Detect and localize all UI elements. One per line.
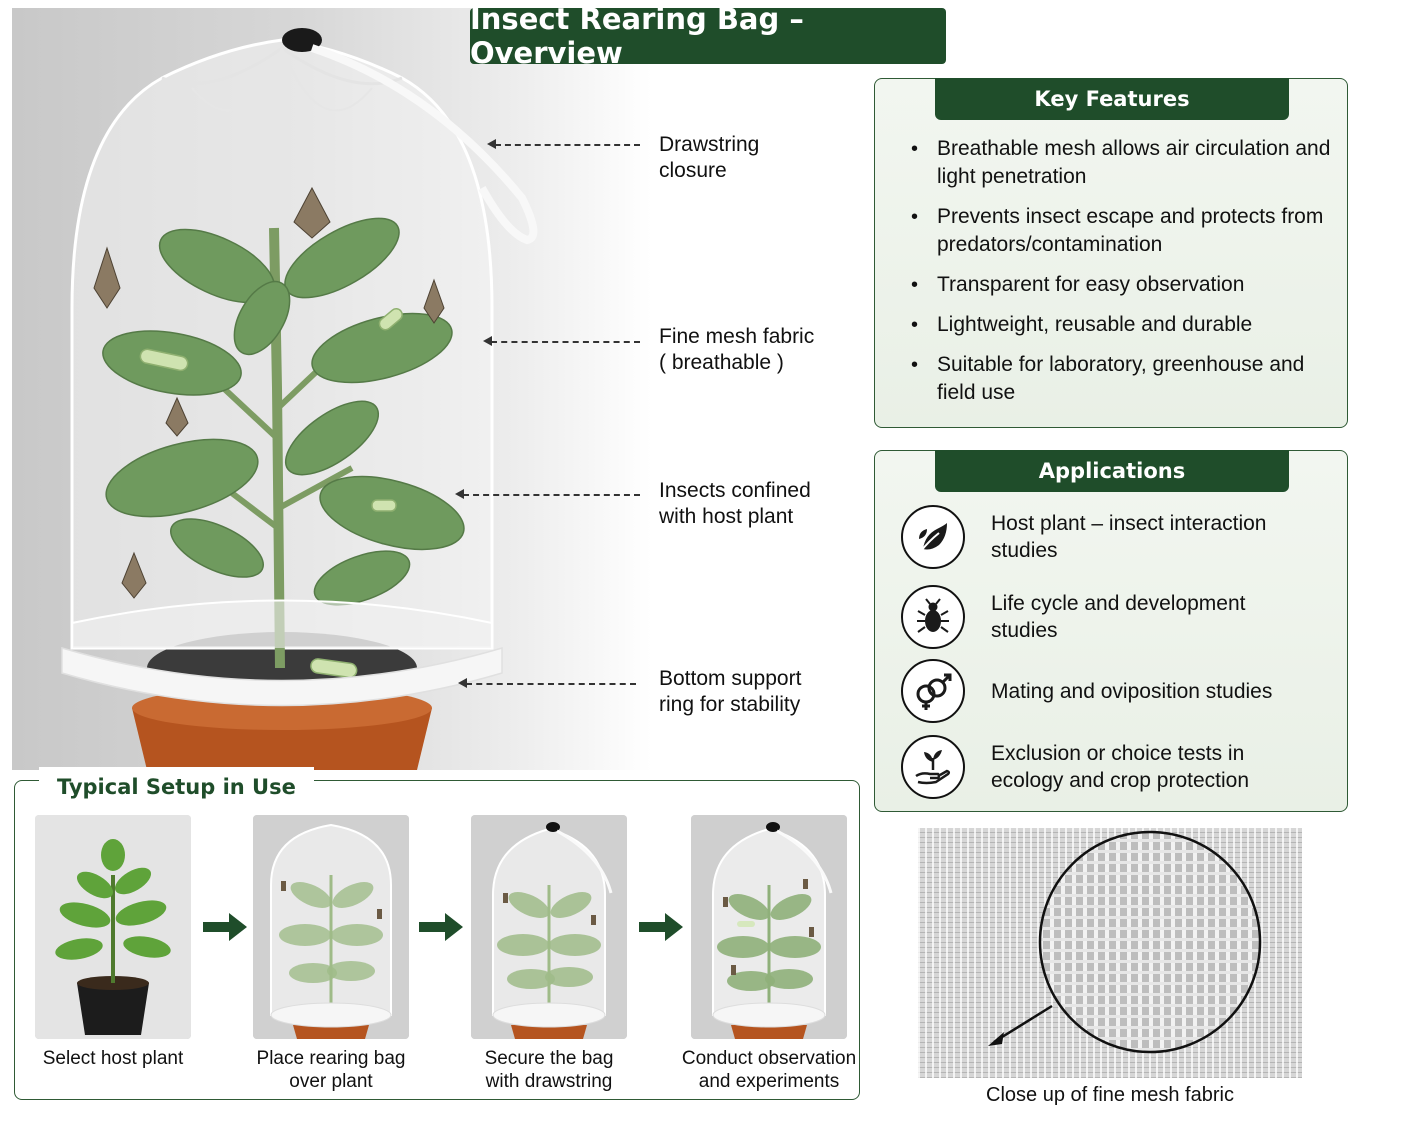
gender-symbols-icon: [901, 659, 965, 723]
application-item: [901, 505, 1311, 569]
application-label: Mating and oviposition studies: [991, 679, 1273, 703]
applications-panel: [874, 450, 1348, 812]
applications-header: Applications: [935, 450, 1289, 492]
step-caption: Secure the bag with drawstring: [484, 1048, 614, 1092]
step-image-place-bag: [253, 815, 409, 1039]
application-label: Exclusion or choice tests in ecology and crop protection: [991, 742, 1249, 792]
mesh-closeup-image: [918, 828, 1302, 1078]
closeup-caption: Close up of fine mesh fabric: [986, 1084, 1234, 1106]
step-image-observation: [691, 815, 847, 1039]
application-item: [901, 735, 1311, 799]
bullet-icon: •: [911, 354, 919, 376]
callout-leader-line: [463, 494, 640, 496]
application-item: [901, 585, 1311, 649]
bullet-icon: •: [911, 138, 919, 160]
bullet-icon: •: [911, 274, 919, 296]
feature-item: • Prevents insect escape and protects from predators/contamination: [911, 205, 1324, 256]
application-label: Host plant – insect interaction studies: [991, 512, 1267, 562]
feature-item: • Lightweight, reusable and durable: [911, 311, 1331, 339]
rearing-bag-illustration: [12, 8, 652, 770]
callout-label: Bottom support ring for stability: [659, 667, 802, 716]
callout-leader-line: [466, 683, 636, 685]
feature-item: • Transparent for easy observation: [911, 271, 1331, 299]
magnifier-circle: [918, 828, 1302, 1078]
step-image-secure-bag: [471, 815, 627, 1039]
step-caption: Select host plant: [42, 1048, 184, 1069]
feature-item: • Breathable mesh allows air circulation and light penetration: [911, 137, 1331, 188]
typical-setup-title: Typical Setup in Use: [39, 767, 314, 807]
step-image-select-plant: [35, 815, 191, 1039]
bullet-icon: •: [911, 206, 919, 228]
callout-label: Fine mesh fabric ( breathable ): [659, 325, 815, 374]
key-features-panel: [874, 78, 1348, 428]
step-caption: Conduct observation and experiments: [681, 1048, 857, 1092]
key-features-header: Key Features: [935, 78, 1289, 120]
arrow-right-icon: [637, 911, 685, 943]
callout-leader-line: [491, 341, 640, 343]
arrow-right-icon: [201, 911, 249, 943]
callout-label: Drawstring closure: [659, 133, 760, 182]
leaf-icon: [901, 505, 965, 569]
page-title: Insect Rearing Bag – Overview: [470, 8, 946, 64]
hero-illustration: [12, 8, 652, 770]
beetle-icon: [901, 585, 965, 649]
application-item: [901, 659, 1311, 723]
callout-leader-line: [495, 144, 640, 146]
key-features-list: [911, 135, 1331, 419]
step-caption: Place rearing bag over plant: [256, 1048, 406, 1092]
bullet-icon: •: [911, 314, 919, 336]
callout-label: Insects confined with host plant: [659, 479, 811, 528]
feature-item: • Suitable for laboratory, greenhouse and field use: [911, 353, 1305, 404]
typical-setup-panel: [14, 775, 860, 1100]
hand-sprout-icon: [901, 735, 965, 799]
application-label: Life cycle and development studies: [991, 592, 1246, 642]
arrow-right-icon: [417, 911, 465, 943]
